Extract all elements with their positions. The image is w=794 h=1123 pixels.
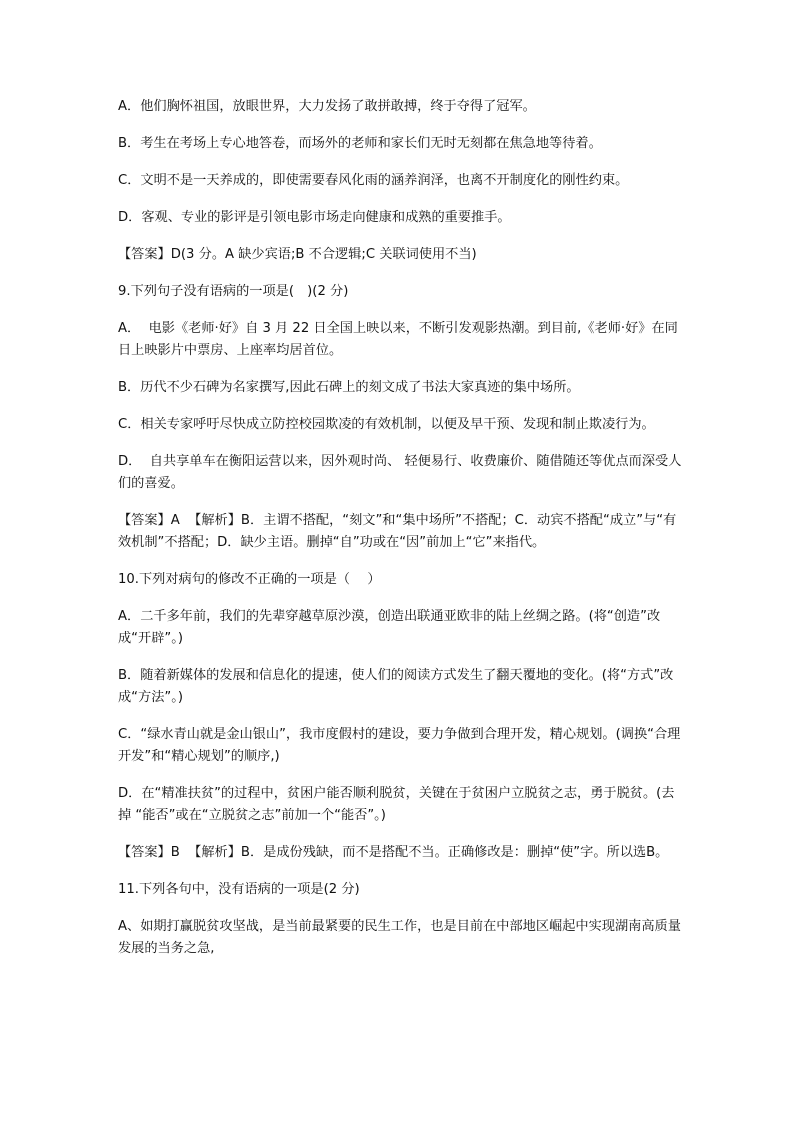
answer-q10: 【答案】B 【解析】B．是成份残缺，而不是搭配不当。正确修改是：删掉“使”字。所以选B。 — [118, 845, 669, 860]
option-c-q9: C．相关专家呼吁尽快成立防控校园欺凌的有效机制，以便及早干预、发现和制止欺凌行为。 — [118, 417, 655, 432]
option-a-q9: A． 电影《老师·好》自 3 月 22 日全国上映以来，不断引发观影热潮。到目前,《老师·好》在同日上映影片中票房、上座率均居首位。 — [118, 321, 678, 358]
question-11: 11.下列各句中，没有语病的一项是(2 分) — [118, 882, 360, 897]
question-9: 9.下列句子没有语病的一项是( )(2 分) — [118, 284, 349, 299]
option-c-q10: C．“绿水青山就是金山银山”，我市度假村的建设，要力争做到合理开发，精心规划。(调换“合理开发”和“精心规划”的顺序,) — [118, 727, 681, 764]
option-c-q8: C．文明不是一天养成的，即使需要春风化雨的涵养润泽，也离不开制度化的刚性约束。 — [118, 173, 629, 188]
option-b-q8: B．考生在考场上专心地答卷，而场外的老师和家长们无时无刻都在焦急地等待着。 — [118, 136, 602, 151]
option-d-q8: D．客观、专业的影评是引领电影市场走向健康和成熟的重要推手。 — [118, 210, 511, 225]
answer-q8: 【答案】D(3 分。A 缺少宾语;B 不合逻辑;C 关联词使用不当) — [118, 247, 477, 262]
option-b-q10: B．随着新媒体的发展和信息化的提速，使人们的阅读方式发生了翻天覆地的变化。(将“方式”改成“方法”。) — [118, 668, 674, 705]
option-b-q9: B．历代不少石碑为名家撰写,因此石碑上的刻文成了书法大家真迹的集中场所。 — [118, 380, 580, 395]
option-d-q9: D． 自共享单车在衡阳运营以来，因外观时尚、 轻便易行、收费廉价、随借随还等优点而深受人们的喜爱。 — [118, 454, 682, 491]
answer-q9: 【答案】A 【解析】B．主谓不搭配，“刻文”和“集中场所”不搭配；C．动宾不搭配“成立”与“有效机制”不搭配；D．缺少主语。删掉“自”功或在“因”前加上“它”来指代。 — [118, 513, 677, 550]
option-d-q10: D．在“精准扶贫”的过程中，贫困户能否顺利脱贫，关键在于贫困户立脱贫之志，勇于脱贫。(去掉 “能否”或在“立脱贫之志”前加一个“能否”。) — [118, 786, 675, 823]
question-10: 10.下列对病句的修改不正确的一项是（ ） — [118, 572, 381, 587]
option-a-q11: A、如期打赢脱贫攻坚战，是当前最紧要的民生工作，也是目前在中部地区崛起中实现湖南高质量发展的当务之急, — [118, 919, 681, 956]
option-a-q10: A．二千多年前，我们的先辈穿越草原沙漠，创造出联通亚欧非的陆上丝绸之路。(将“创造”改成“开辟”。) — [118, 609, 661, 646]
option-a-q8: A．他们胸怀祖国，放眼世界，大力发扬了敢拼敢搏，终于夺得了冠军。 — [118, 99, 536, 114]
document-body — [118, 96, 686, 975]
